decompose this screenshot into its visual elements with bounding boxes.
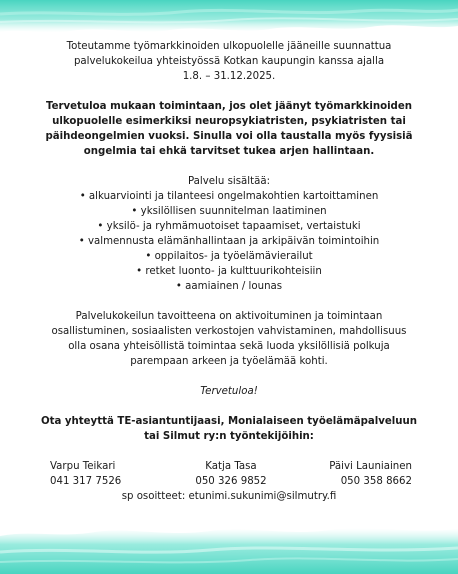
welcome-line: päihdeongelmien vuoksi. Sinulla voi olla taustalla myös fyysisiä bbox=[45, 131, 413, 142]
contact-name: Katja Tasa bbox=[205, 461, 257, 472]
flyer-content bbox=[22, 39, 436, 504]
intro-line: palvelukokeilua yhteistyössä Kotkan kaupungin kanssa ajalla bbox=[73, 56, 385, 67]
service-item: • oppilaitos- ja työelämävierailut bbox=[145, 251, 313, 262]
contact-phone: 050 326 9852 bbox=[195, 476, 267, 487]
contact-phone: 041 317 7526 bbox=[50, 476, 122, 487]
intro-paragraph bbox=[22, 39, 436, 84]
contact-card bbox=[46, 459, 170, 489]
goals-line: olla osana yhteisöllistä toimintaa sekä luoda yksilöllisiä polkuja bbox=[68, 341, 390, 352]
contact-heading-line: tai Silmut ry:n työntekijöihin: bbox=[144, 431, 314, 442]
goals-line: Palvelukokeilun tavoitteena on aktivoituminen ja toimintaan bbox=[75, 311, 383, 322]
top-brush-decoration bbox=[0, 0, 458, 40]
goals-paragraph bbox=[22, 309, 436, 369]
contact-name: Varpu Teikari bbox=[50, 461, 116, 472]
services-heading: Palvelu sisältää: bbox=[187, 176, 270, 187]
contact-list bbox=[46, 459, 412, 489]
contact-heading bbox=[22, 414, 436, 444]
welcome-line: ongelmia tai ehkä tarvitset tukea arjen hallintaan. bbox=[83, 146, 375, 157]
service-item: • yksilöllisen suunnitelman laatiminen bbox=[131, 206, 327, 217]
service-item: • aamiainen / lounas bbox=[175, 281, 283, 292]
intro-line: Toteutamme työmarkkinoiden ulkopuolelle jääneille suunnattua bbox=[66, 41, 392, 52]
contact-card bbox=[171, 459, 291, 489]
welcome-line: Tervetuloa mukaan toimintaan, jos olet jäänyt työmarkkinoiden bbox=[45, 101, 413, 112]
services-list bbox=[22, 189, 436, 294]
goals-line: parempaan arkeen ja työelämää kohti. bbox=[130, 356, 328, 367]
contact-heading-line: Ota yhteyttä TE-asiantuntijaasi, Monialaiseen työelämäpalveluun bbox=[40, 416, 418, 427]
contact-card bbox=[292, 459, 412, 489]
email-line: sp osoitteet: etunimi.sukunimi@silmutry.fi bbox=[121, 491, 337, 502]
welcome-paragraph bbox=[22, 99, 436, 159]
contact-phone: 050 358 8662 bbox=[340, 476, 412, 487]
service-item: • alkuarviointi ja tilanteesi ongelmakohtien kartoittaminen bbox=[79, 191, 379, 202]
goals-line: osallistuminen, sosiaalisten verkostojen vahvistaminen, mahdollisuus bbox=[51, 326, 407, 337]
welcome-line: ulkopuolelle esimerkiksi neuropsykiatristen, psykiatristen tai bbox=[52, 116, 406, 127]
intro-line: 1.8. – 31.12.2025. bbox=[182, 71, 276, 82]
service-item: • yksilö- ja ryhmämuotoiset tapaamiset, vertaistuki bbox=[97, 221, 361, 232]
closing-greeting: Tervetuloa! bbox=[200, 386, 258, 397]
service-item: • valmennusta elämänhallintaan ja arkipäivän toimintoihin bbox=[78, 236, 380, 247]
contact-name: Päivi Launiainen bbox=[329, 461, 412, 472]
bottom-brush-decoration bbox=[0, 522, 458, 574]
service-item: • retket luonto- ja kulttuurikohteisiin bbox=[136, 266, 322, 277]
